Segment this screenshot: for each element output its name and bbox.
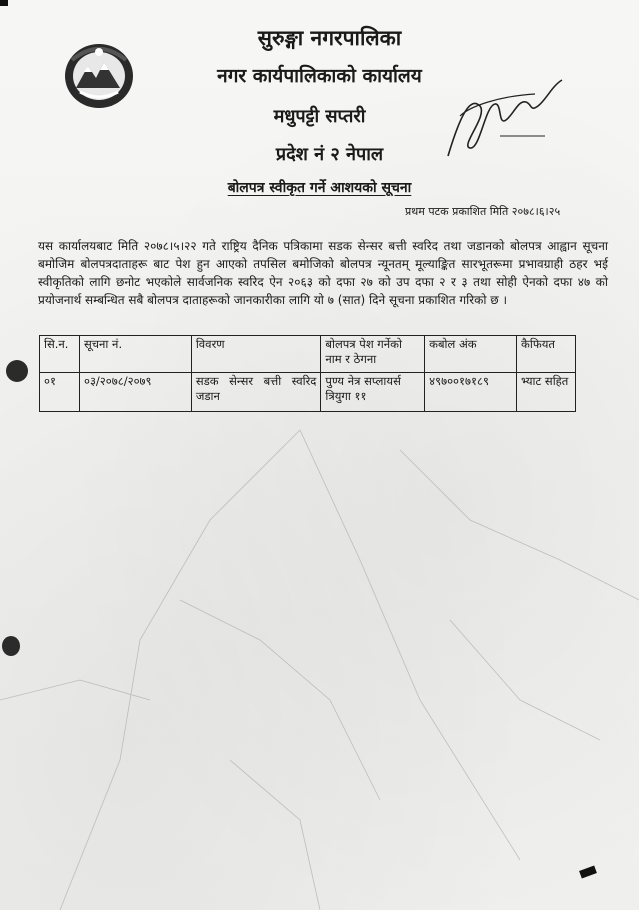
cell-bidder: पुण्य नेत्र सप्लायर्स त्रियुगा ११: [321, 373, 425, 412]
signature: [440, 76, 565, 166]
header-description: विवरण: [191, 336, 321, 373]
header-bidder: बोलपत्र पेश गर्नेको नाम र ठेगना: [321, 336, 425, 373]
header-notice-no: सूचना नं.: [79, 336, 191, 373]
cell-bid-amount: ४९७००१७१८९: [425, 373, 517, 412]
cell-description: सडक सेन्सर बत्ती स्वरिद जडान: [191, 373, 321, 412]
notice-subject: बोलपत्र स्वीकृत गर्ने आशयको सूचना: [227, 180, 412, 196]
punch-hole: [2, 636, 20, 656]
header-remarks: कैफियत: [517, 336, 576, 373]
cell-remarks: भ्याट सहित: [517, 373, 576, 412]
publication-date: प्रथम पटक प्रकाशित मिति २०७८।६।२५: [405, 205, 561, 218]
bid-table: [39, 335, 576, 412]
header-bid-amount: कबोल अंक: [425, 336, 517, 373]
cell-notice-no: ०३/२०७८/२०७९: [79, 373, 191, 412]
table-header-row: [40, 336, 576, 373]
punch-hole: [6, 360, 28, 382]
office-location: मधुपट्टी सप्तरी: [273, 106, 366, 127]
table-row: [40, 373, 576, 412]
province-name: प्रदेश नं २ नेपाल: [275, 144, 384, 165]
cell-serial: ०१: [40, 373, 80, 412]
municipality-name: सुरुङ्गा नगरपालिका: [257, 26, 402, 50]
office-name: नगर कार्यपालिकाको कार्यालय: [217, 65, 422, 87]
header-serial: सि.न.: [40, 336, 80, 373]
tape-mark: [0, 0, 8, 6]
notice-body: यस कार्यालयबाट मिति २०७८।५।२२ गते राष्ट्रिय दैनिक पत्रिकामा सडक सेन्सर बत्ती स्वरिद तथा जडानको बोलपत्र आह्वान सूचना बमोजिम बोलपत्रदाताहरू बाट पेश हुन आएको तपसिल बमोजिको बोलपत्र न्यूनतम् मूल्याङ्कित सारभूतरूमा प्रभावग्राही ठहर भई स्वीकृतिको लागि छनोट भएकोले सार्वजनिक स्वरिद ऐन २०६३ को दफा २७ को उप दफा २ र ३ तथा सोही ऐनको दफा ४७ को प्रयोजनार्थ सम्बन्धित सबै बोलपत्र दाताहरूको जानकारीका लागि यो ७ (सात) दिने सूचना प्रकाशित गरिको छ ।: [38, 239, 608, 307]
